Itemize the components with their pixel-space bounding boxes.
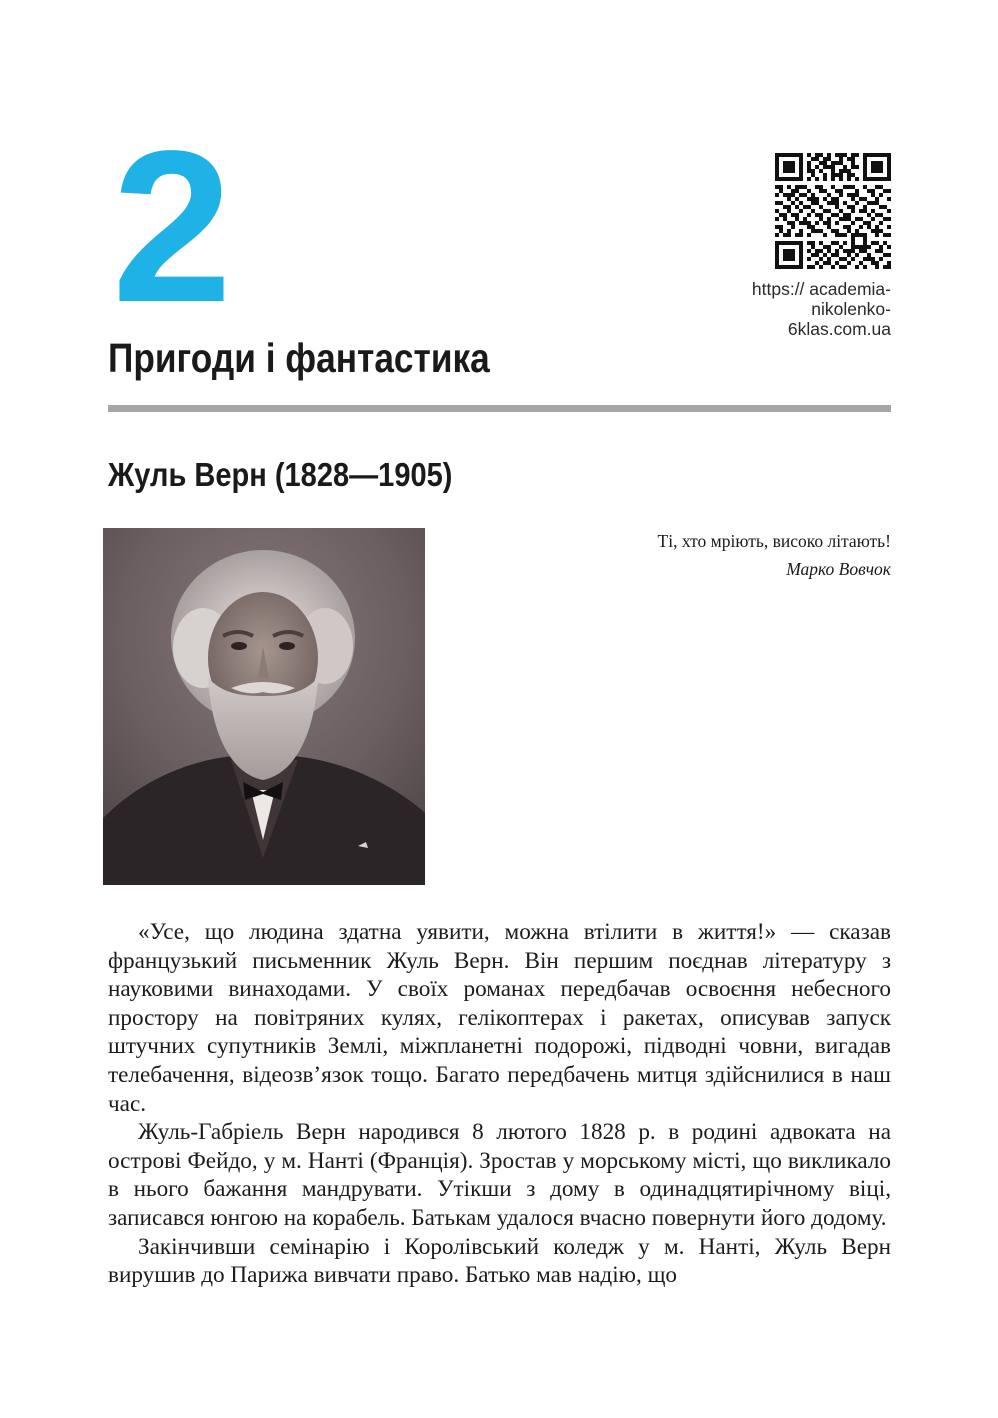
epigraph-author: Марко Вовчок <box>786 559 891 579</box>
body-text <box>108 918 891 1290</box>
qr-url-line-1: https:// academia- <box>751 279 891 299</box>
chapter-title: Пригоди і фантастика <box>108 335 490 381</box>
qr-url[interactable] <box>700 279 891 339</box>
epigraph-quote: Ті, хто мріють, високо літають! <box>657 531 891 551</box>
section-divider <box>108 405 891 412</box>
paragraph: Закінчивши семінарію і Королівський коледж у м. Нанті, Жуль Верн вирушив до Парижа вивчати право. Батько мав надію, що <box>108 1233 891 1289</box>
qr-url-line-3: 6klas.com.ua <box>787 319 891 339</box>
paragraph: Жуль-Габріель Верн народився 8 лютого 1828 р. в родині адвоката на острові Фейдо, у м. Нанті (Франція). Зростав у морському місті, що викликало в нього бажання мандрувати. Утікши з дому в одинадцятирічному віці, записався юнгою на корабель. Батькам удалося вчасно повернути його додому. <box>108 1119 891 1231</box>
author-heading: Жуль Верн (1828—1905) <box>108 456 453 493</box>
author-portrait-image <box>103 528 425 885</box>
paragraph: «Усе, що людина здатна уявити, можна втілити в життя!» — сказав французький письменник Жуль Верн. Він першим поєднав літературу з науковими винаходами. У своїх романах передбачав освоєння небесного простору на повітряних кулях, гелікоптерах і ракетах, описував запуск штучних супутників Землі, міжпланетні подорожі, підводні човни, вигадав телебачення, відеозв’язок тощо. Багато передбачень митця здійснилися в наш час. <box>108 919 891 1117</box>
qr-code[interactable] <box>775 153 891 269</box>
chapter-number: 2 <box>112 105 229 347</box>
epigraph <box>520 527 891 583</box>
qr-url-line-2: nikolenko- <box>811 299 891 319</box>
